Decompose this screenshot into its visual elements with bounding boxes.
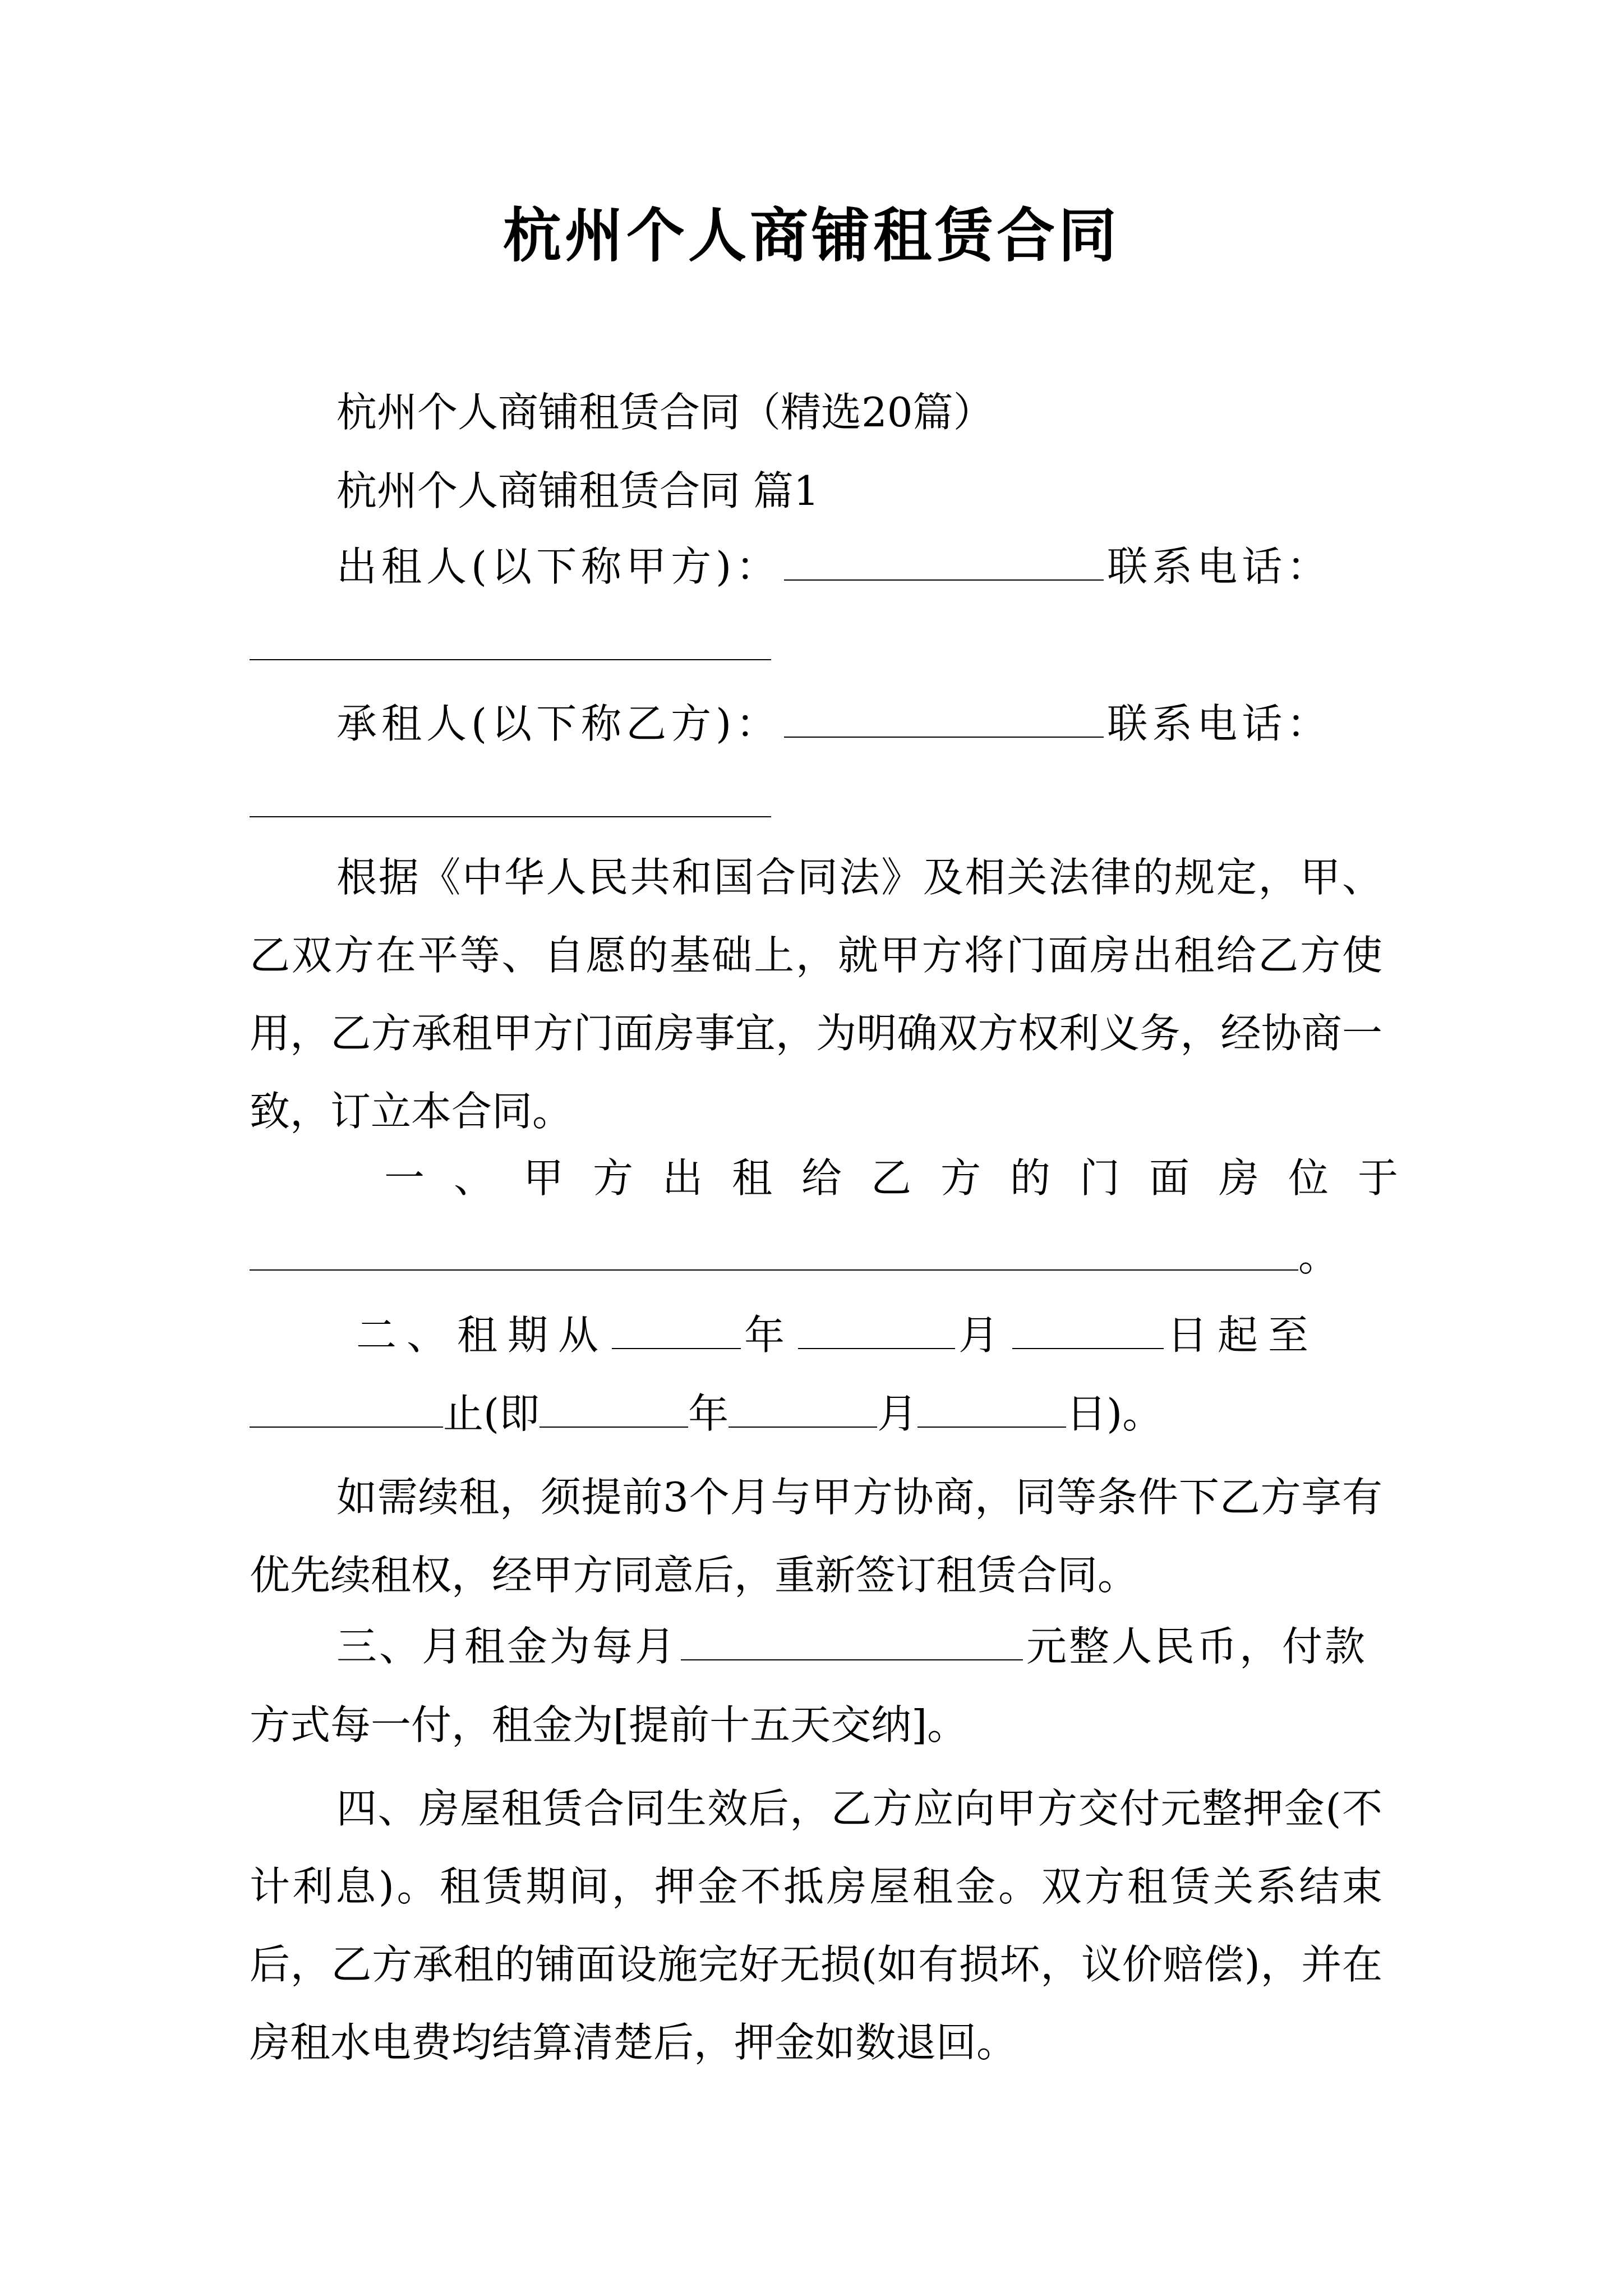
location-blank[interactable]: [250, 1229, 1298, 1271]
clause-4: 四、房屋租赁合同生效后，乙方应向甲方交付元整押金(不计利息)。租赁期间，押金不抵房屋租金。双方租赁关系结束后，乙方承租的铺面设施完好无损(如有损坏，议价赔偿)，并在房租水电费均结算清楚后，押金如数退回。: [250, 1785, 1382, 2066]
lessee-phone-blank[interactable]: [250, 816, 771, 817]
document-subtitle: 杭州个人商铺租赁合同（精选20篇）: [336, 389, 994, 436]
intro-paragraph: 根据《中华人民共和国合同法》及相关法律的规定，甲、乙双方在平等、自愿的基础上，就甲方将门面房出租给乙方使用，乙方承租甲方门面房事宜，为明确双方权利义务，经协商一致，订立本合同。: [250, 854, 1382, 1135]
start-day-blank[interactable]: [1012, 1308, 1164, 1349]
term-years-blank[interactable]: [540, 1386, 688, 1428]
clause-3-payment: 方式每一付，租金为[提前十五天交纳]。: [250, 1701, 968, 1749]
lessee-label: 承租人(以下称乙方)：: [336, 700, 781, 747]
clause-2: 二、租期从 年 月 日起至: [250, 1304, 1382, 1366]
lessee-name-blank[interactable]: [784, 696, 1104, 738]
clause-2-end: 止(即 年 月 日)。: [250, 1383, 1382, 1444]
start-month-blank[interactable]: [798, 1308, 955, 1349]
lessor-line: [250, 536, 1382, 597]
lessor-label: 出租人(以下称甲方)：: [336, 543, 781, 590]
renewal-paragraph: 如需续租，须提前3个月与甲方协商，同等条件下乙方享有优先续租权，经甲方同意后，重新签订租赁合同。: [250, 1474, 1382, 1599]
clause-1-location: 。: [250, 1226, 1382, 1287]
lessor-phone-label: 联系电话：: [1107, 543, 1332, 590]
lessor-phone-blank[interactable]: [250, 659, 771, 660]
clause-1: 一、甲方出租给乙方的门面房位于: [384, 1154, 1428, 1202]
term-days-blank[interactable]: [917, 1386, 1066, 1428]
article-heading: 杭州个人商铺租赁合同 篇1: [336, 467, 819, 514]
clause-3: 三、月租金为每月 元整人民币，付款: [250, 1616, 1382, 1677]
lessee-line: [250, 693, 1382, 754]
start-year-blank[interactable]: [612, 1308, 741, 1349]
document-title: 杭州个人商铺租赁合同: [502, 201, 1120, 270]
lessee-phone-label: 联系电话：: [1107, 700, 1332, 747]
term-months-blank[interactable]: [728, 1386, 877, 1428]
monthly-rent-blank[interactable]: [681, 1619, 1023, 1660]
lessor-name-blank[interactable]: [784, 539, 1104, 581]
end-date-blank[interactable]: [250, 1386, 443, 1428]
